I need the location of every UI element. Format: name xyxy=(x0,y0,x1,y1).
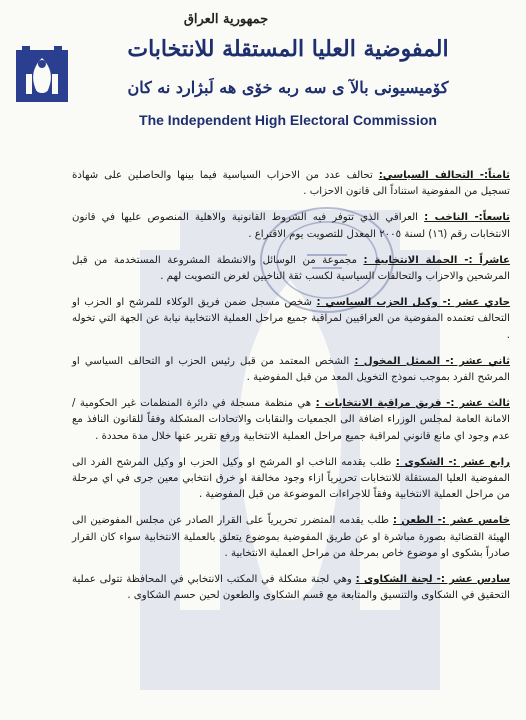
definition-title: خامس عشر :- الطعن : xyxy=(392,515,510,527)
definition-text: شخص مسجل ضمن فريق الوكلاء للمرشح او الحزب او التحالف تعتمده المفوضية من العراقيين لمراقبة جميع مراحل العملية الانتخابية نيابة عن الجهة التي تخوله . xyxy=(72,297,510,341)
definition-item-11 xyxy=(72,295,510,344)
definition-text: وهي لجنة مشكلة في المكتب الانتخابي في المحافظة تتولى عملية التحقيق في الشكاوى والتنسيق والمتابعة مع قسم الشكاوى والطعون لحين حسم الشكاوى . xyxy=(72,574,510,602)
commission-name-english: The Independent High Electoral Commission xyxy=(139,112,437,128)
definition-title: ثالث عشر :- فريق مراقبة الانتخابات : xyxy=(315,398,511,410)
definition-title: ثامناً:- التحالف السياسي: xyxy=(378,170,510,181)
definition-item-8 xyxy=(72,168,510,200)
definition-title: عاشراً :- الحملة الانتخابية : xyxy=(363,254,510,266)
commission-name-kurdish: كۆميسيونى بالآ ى سه ربه خۆى هه لَبژارد نه كان xyxy=(127,78,449,97)
definition-text: العراقي الذي تتوفر فيه الشروط القانونية والاهلية المنصوص عليها في قانون الانتخابات رقم (١٦) لسنة ٢٠٠٥ المعدل للتصويت يوم الاقتراع . xyxy=(72,212,510,240)
definition-text: هي منظمة مسجلة في دائرة المنظمات غير الحكومية / الامانة العامة لمجلس الوزراء اضافة الى الجمعيات والنقابات والاتحادات المشكلة وفقاً للقانون النافذ مع عدم وجود اي مانع قانوني لمراقبة جميع مراحل العملية الانتخابية ورفع تقرير عنها خلال مدة محددة . xyxy=(72,398,510,442)
definition-title: سادس عشر :- لجنة الشكاوى : xyxy=(355,574,510,586)
definition-item-14 xyxy=(72,455,510,504)
republic-title: جمهورية العراق xyxy=(183,12,269,27)
definition-title: ثاني عشر :- الممثل المخول : xyxy=(354,355,510,367)
definition-item-12 xyxy=(72,354,510,386)
definition-item-15 xyxy=(72,513,510,562)
definitions-list xyxy=(72,168,510,614)
definition-text: الشخص المعتمد من قبل رئيس الحزب او التحالف السياسي او المرشح الفرد بموجب نموذج التخويل المعد من قبل المفوضية . xyxy=(72,355,510,384)
definition-title: تاسعاً:- الناخب : xyxy=(424,212,510,224)
definition-item-13 xyxy=(72,396,510,445)
definition-item-9 xyxy=(72,210,510,242)
definition-text: مجموعة من الوسائل والانشطة المشروعة المستخدمة من قبل المرشحين والاحزاب والتحالفات السياسية لكسب ثقة الناخبين لغرض التصويت لهم . xyxy=(72,254,510,283)
definition-title: حادي عشر :- وكيل الحزب السياسي : xyxy=(316,297,510,309)
definition-text: طلب يقدمه الناخب او المرشح او وكيل الحزب او وكيل المرشح الفرد الى المفوضية العليا المستقلة للانتخابات تحريرياً ازاء وجود مخالفة او خرق انتخابي معين جرى في اي مرحلة من مراحل العملية الانتخابية وفقاً للاجراءات الموضوعة من قبل المفوضية . xyxy=(72,456,510,501)
definition-title: رابع عشر :- الشكوى : xyxy=(395,456,510,468)
definition-text: طلب يقدمه المتضرر تحريرياً على القرار الصادر عن مجلس المفوضين الى الهيئة القضائية بصورة مباشرة او عن طريق المفوضية بموضوع يتعلق بالعملية الانتخابية سواء كان القرار صادراً بشكوى او موضوع خاص بمرحلة من مراحل العملية الانتخابية . xyxy=(72,515,510,559)
definition-item-16 xyxy=(72,572,510,604)
commission-name-arabic: المفوضية العليا المستقلة للانتخابات xyxy=(127,36,449,62)
definition-item-10 xyxy=(72,253,510,285)
definition-text: تحالف عدد من الاحزاب السياسية فيما بينها والحاصلين على شهادة تسجيل من المفوضية استناداً الى قانون الاحزاب . xyxy=(72,170,510,198)
commission-logo-icon xyxy=(12,44,72,106)
